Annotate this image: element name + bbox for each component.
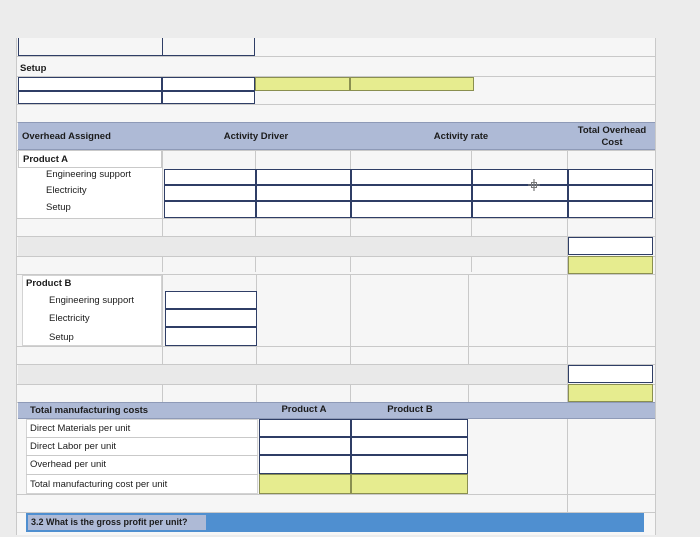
input-cell[interactable]	[164, 185, 256, 201]
product-b-item: Setup	[49, 332, 74, 343]
highlighted-cell[interactable]	[255, 77, 350, 91]
header-overhead-assigned: Overhead Assigned	[22, 131, 111, 142]
input-cell[interactable]	[18, 91, 162, 104]
grid-line	[655, 38, 656, 535]
product-b-item: Electricity	[49, 313, 90, 324]
worksheet	[16, 38, 656, 535]
manufacturing-title: Total manufacturing costs	[30, 405, 149, 416]
input-cell[interactable]	[256, 169, 351, 185]
header-activity-driver: Activity Driver	[223, 131, 289, 142]
row-direct-labor: Direct Labor per unit	[30, 441, 117, 452]
input-cell[interactable]	[351, 437, 468, 455]
input-cell[interactable]	[259, 419, 351, 437]
input-cell[interactable]	[472, 169, 568, 185]
input-cell[interactable]	[351, 185, 472, 201]
input-cell[interactable]	[472, 185, 568, 201]
overhead-header-row	[18, 122, 655, 150]
input-cell[interactable]	[568, 365, 653, 383]
subtotal-band	[18, 237, 567, 256]
row-overhead: Overhead per unit	[30, 459, 107, 470]
product-a-item: Electricity	[46, 185, 87, 196]
column-product-a: Product A	[281, 404, 327, 415]
row-total-manufacturing: Total manufacturing cost per unit	[30, 479, 168, 490]
grid-line	[16, 218, 656, 219]
input-cell[interactable]	[162, 38, 255, 56]
input-cell[interactable]	[568, 201, 653, 218]
input-cell[interactable]	[259, 437, 351, 455]
grid-line	[16, 256, 656, 257]
product-b-total-cell[interactable]	[568, 384, 653, 402]
product-a-item: Setup	[46, 202, 71, 213]
input-cell[interactable]	[165, 309, 257, 327]
input-cell[interactable]	[18, 38, 162, 56]
highlighted-cell[interactable]	[350, 77, 474, 91]
input-cell[interactable]	[568, 169, 653, 185]
input-cell[interactable]	[472, 201, 568, 218]
grid-line	[16, 494, 656, 495]
input-cell[interactable]	[568, 237, 653, 255]
input-cell[interactable]	[351, 201, 472, 218]
product-a-label: Product A	[23, 154, 69, 165]
header-activity-rate: Activity rate	[433, 131, 489, 142]
move-cursor-icon	[528, 179, 540, 191]
input-cell[interactable]	[162, 91, 255, 104]
row-direct-materials: Direct Materials per unit	[30, 423, 131, 434]
grid-line	[26, 437, 258, 438]
input-cell[interactable]	[351, 419, 468, 437]
header-total-overhead-cost: Cost	[601, 137, 623, 148]
product-a-item: Engineering support	[46, 169, 132, 180]
grid-line	[16, 38, 17, 535]
subtotal-band	[18, 365, 567, 384]
input-cell[interactable]	[164, 201, 256, 218]
input-cell[interactable]	[165, 291, 257, 309]
question-text: 3.2 What is the gross profit per unit?	[31, 517, 188, 527]
input-cell[interactable]	[256, 185, 351, 201]
grid-line	[16, 384, 656, 385]
input-cell[interactable]	[568, 185, 653, 201]
input-cell[interactable]	[256, 201, 351, 218]
product-b-item: Engineering support	[49, 295, 135, 306]
grid-line	[16, 346, 656, 347]
grid-line	[26, 474, 258, 475]
input-cell[interactable]	[162, 77, 255, 91]
input-cell[interactable]	[351, 455, 468, 474]
input-cell[interactable]	[18, 77, 162, 91]
grid-line	[26, 455, 258, 456]
header-total-overhead: Total Overhead	[577, 125, 647, 136]
grid-line	[16, 56, 656, 57]
setup-label: Setup	[20, 63, 47, 74]
input-cell[interactable]	[164, 169, 256, 185]
product-b-label: Product B	[26, 278, 72, 289]
grid-line	[16, 104, 656, 105]
total-cost-product-a-cell[interactable]	[259, 474, 351, 494]
total-cost-product-b-cell[interactable]	[351, 474, 468, 494]
product-a-total-cell[interactable]	[568, 256, 653, 274]
input-cell[interactable]	[351, 169, 472, 185]
column-product-b: Product B	[387, 404, 433, 415]
input-cell[interactable]	[165, 327, 257, 346]
input-cell[interactable]	[259, 455, 351, 474]
